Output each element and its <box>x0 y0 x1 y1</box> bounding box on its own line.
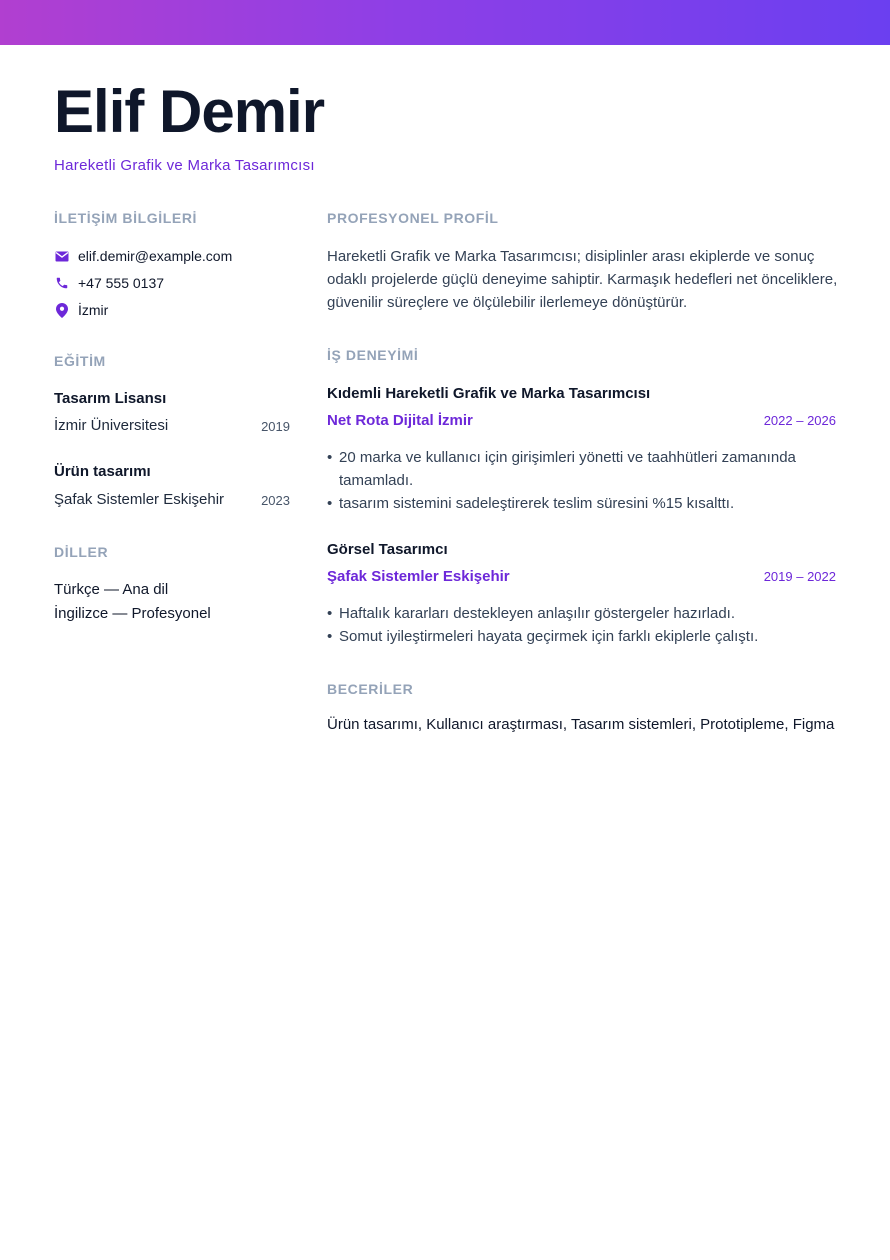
job-dates: 2019 – 2022 <box>763 569 836 584</box>
job-bullets <box>327 446 827 515</box>
education-year: 2023 <box>261 493 290 508</box>
skills-section-title: BECERİLER <box>327 681 414 697</box>
contact-phone[interactable]: +47 555 0137 <box>78 275 165 291</box>
education-school: İzmir Üniversitesi <box>54 417 169 434</box>
mail-icon <box>54 248 70 264</box>
candidate-role: Hareketli Grafik ve Marka Tasarımcısı <box>54 157 315 174</box>
language-item: İngilizce — Profesyonel <box>54 605 211 622</box>
job-company: Net Rota Dijital İzmir <box>327 412 473 429</box>
job-bullet: • 20 marka ve kullanıcı için girişimleri yönetti ve taahhütleri zamanında tamamladı. <box>327 446 827 492</box>
skills-list: Ürün tasarımı, Kullanıcı araştırması, Tasarım sistemleri, Prototipleme, Figma <box>327 716 835 733</box>
language-item: Türkçe — Ana dil <box>54 581 169 598</box>
education-degree: Ürün tasarımı <box>54 463 151 480</box>
contact-location: İzmir <box>78 302 109 318</box>
education-year: 2019 <box>261 419 290 434</box>
experience-section-title: İŞ DENEYİMİ <box>327 347 419 363</box>
job-title: Görsel Tasarımcı <box>327 541 448 558</box>
job-bullets <box>327 602 827 648</box>
contact-email[interactable]: elif.demir@example.com <box>78 248 233 264</box>
job-bullet: • tasarım sistemini sadeleştirerek teslim süresini %15 kısalttı. <box>327 492 827 515</box>
phone-icon <box>54 275 70 291</box>
job-bullet: • Somut iyileştirmeleri hayata geçirmek için farklı ekiplerle çalıştı. <box>327 625 827 648</box>
profile-summary: Hareketli Grafik ve Marka Tasarımcısı; disiplinler arası ekiplerde ve sonuç odaklı projelerde güçlü deneyime sahiptir. Karmaşık hedefleri net önceliklere, güvenilir süreçlere ve ölçülebilir ilerlemeye dönüştürür. <box>327 248 838 311</box>
contact-phone-row[interactable] <box>54 274 165 292</box>
location-pin-icon <box>54 302 70 318</box>
header-gradient-bar <box>0 0 890 45</box>
job-company: Şafak Sistemler Eskişehir <box>327 568 510 585</box>
education-school: Şafak Sistemler Eskişehir <box>54 491 225 508</box>
candidate-name: Elif Demir <box>54 78 325 145</box>
profile-section-title: PROFESYONEL PROFİL <box>327 210 499 226</box>
education-degree: Tasarım Lisansı <box>54 390 167 407</box>
job-bullet: • Haftalık kararları destekleyen anlaşılır göstergeler hazırladı. <box>327 602 827 625</box>
job-dates: 2022 – 2026 <box>763 413 836 428</box>
contact-email-row[interactable] <box>54 247 233 265</box>
contact-location-row <box>54 301 109 319</box>
job-title: Kıdemli Hareketli Grafik ve Marka Tasarımcısı <box>327 385 651 402</box>
education-section-title: EĞİTİM <box>54 353 106 369</box>
contact-section-title: İLETİŞİM BİLGİLERİ <box>54 210 198 226</box>
languages-section-title: DİLLER <box>54 544 109 560</box>
